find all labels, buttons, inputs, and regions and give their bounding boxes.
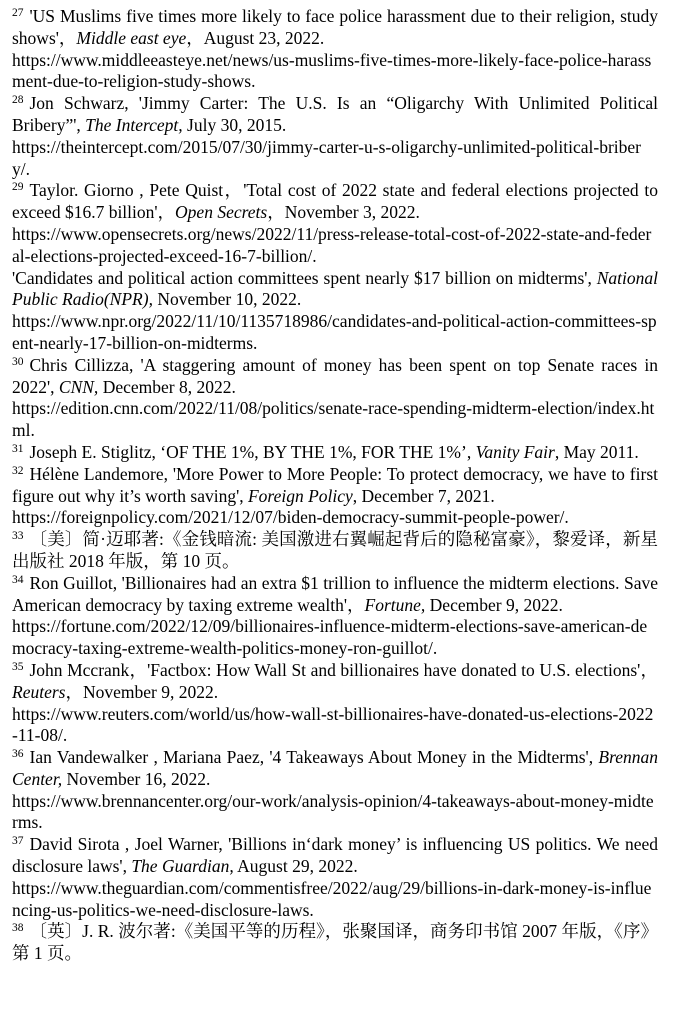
footnote-url-line: [12, 507, 658, 529]
footnote-number: 38: [12, 922, 24, 935]
footnotes-section: [12, 6, 658, 965]
footnote-segment: Ron Guillot, 'Billionaires had an extra $1 trillion to influence the midterm elections. Save American democracy by taxing extreme wealth'，: [12, 572, 658, 615]
footnote-29: [12, 180, 658, 354]
footnote-text-line: [12, 573, 658, 617]
footnote-number: 32: [12, 464, 24, 477]
footnote-url-line: [12, 137, 658, 181]
footnote-32: [12, 464, 658, 529]
footnote-segment: ，November 9, 2022.: [65, 681, 219, 702]
publication-name: Brennan Center,: [12, 747, 658, 789]
footnote-url-line: [12, 398, 658, 442]
footnote-38: [12, 921, 658, 965]
footnote-text-line: [12, 180, 658, 224]
publication-name: The Intercept,: [85, 114, 183, 135]
footnote-segment: 'Candidates and political action committees spent nearly $17 billion on midterms',: [12, 267, 597, 288]
footnote-text-line: [12, 268, 658, 312]
footnote-segment: August 29, 2022.: [233, 856, 358, 877]
footnote-text-line: [12, 529, 658, 573]
footnote-number: 34: [12, 573, 24, 586]
footnote-33: [12, 529, 658, 573]
footnote-segment: ，August 23, 2022.: [186, 27, 325, 48]
footnote-text-line: [12, 660, 658, 704]
footnote-text-line: [12, 747, 658, 791]
publication-name: Vanity Fair: [475, 441, 555, 462]
footnote-url-line: [12, 878, 658, 922]
footnote-30: [12, 355, 658, 442]
footnote-segment: November 10, 2022.: [152, 289, 302, 310]
footnote-segment: 〔英〕J. R. 波尔著:《美国平等的历程》，张聚国译，商务印书馆 2007 年版，《序》第 1 页。: [12, 921, 658, 964]
footnote-segment: Joseph E. Stiglitz, ‘OF THE 1%, BY THE 1%, FOR THE 1%’,: [29, 441, 476, 462]
footnote-segment: https://foreignpolicy.com/2021/12/07/biden-democracy-summit-people-power/.: [12, 507, 569, 528]
footnote-number: 35: [12, 660, 24, 673]
footnote-35: [12, 660, 658, 747]
footnote-segment: Hélène Landemore, 'More Power to More People: To protect democracy, we have to first figure out why it’s worth saving',: [12, 463, 658, 506]
footnote-number: 27: [12, 7, 24, 19]
footnote-segment: https://www.opensecrets.org/news/2022/11/press-release-total-cost-of-2022-state-and-federal-elections-projected-exceed-16-7-billion/.: [12, 223, 652, 266]
footnote-url-line: [12, 704, 658, 748]
footnote-text-line: [12, 6, 658, 50]
footnote-28: [12, 93, 658, 180]
footnote-text-line: [12, 464, 658, 508]
footnote-segment: https://www.brennancenter.org/our-work/analysis-opinion/4-takeaways-about-money-midterms.: [12, 790, 654, 833]
footnote-segment: https://theintercept.com/2015/07/30/jimmy-carter-u-s-oligarchy-unlimited-political-bribery/.: [12, 136, 641, 179]
footnote-segment: Chris Cillizza, 'A staggering amount of money has been spent on top Senate races in 2022',: [12, 354, 658, 397]
footnote-segment: https://www.npr.org/2022/11/10/1135718986/candidates-and-political-action-committees-spent-nearly-17-billion-on-midterms.: [12, 311, 657, 353]
publication-name: Open Secrets: [175, 202, 268, 223]
footnote-segment: https://www.middleeasteye.net/news/us-muslims-five-times-more-likely-face-police-harassment-due-to-religion-study-shows.: [12, 49, 652, 92]
footnote-url-line: [12, 224, 658, 268]
publication-name: Middle east eye: [76, 27, 187, 48]
footnote-31: [12, 442, 658, 464]
footnote-url-line: [12, 311, 658, 355]
publication-name: Reuters: [12, 681, 66, 702]
footnote-segment: https://edition.cnn.com/2022/11/08/politics/senate-race-spending-midterm-election/index.html.: [12, 398, 655, 441]
footnote-segment: , May 2011.: [554, 441, 639, 462]
footnote-segment: 'US Muslims five times more likely to face police harassment due to their religion, study shows'，: [12, 6, 658, 48]
footnote-text-line: [12, 834, 658, 878]
publication-name: The Guardian,: [131, 856, 234, 877]
footnote-text-line: [12, 355, 658, 399]
footnote-text-line: [12, 93, 658, 137]
footnote-text-line: [12, 921, 658, 965]
publication-name: CNN,: [58, 376, 99, 397]
footnote-url-line: [12, 616, 658, 660]
footnote-number: 28: [12, 94, 24, 107]
footnote-segment: Ian Vandewalker , Mariana Paez, '4 Takeaways About Money in the Midterms',: [29, 747, 599, 768]
footnote-37: [12, 834, 658, 921]
publication-name: National Public Radio(NPR),: [12, 267, 658, 310]
footnote-segment: , December 7, 2021.: [352, 485, 495, 506]
footnote-segment: David Sirota , Joel Warner, 'Billions in‘dark money’ is influencing US politics. We need disclosure laws',: [12, 834, 658, 877]
footnote-segment: https://www.reuters.com/world/us/how-wall-st-billionaires-have-donated-us-elections-2022-11-08/.: [12, 703, 654, 746]
footnote-segment: Taylor. Giorno , Pete Quist，'Total cost of 2022 state and federal elections projected to exceed $16.7 billion'，: [12, 180, 658, 223]
footnote-number: 30: [12, 355, 24, 368]
footnote-number: 29: [12, 181, 24, 194]
footnote-segment: Jon Schwarz, 'Jimmy Carter: The U.S. Is an “Oligarchy With Unlimited Political Bribery”',: [12, 93, 658, 135]
footnote-segment: John Mccrank，'Factbox: How Wall St and billionaires have donated to U.S. elections'，: [29, 659, 658, 680]
footnote-27: [12, 6, 658, 93]
footnote-34: [12, 573, 658, 660]
footnote-segment: ，November 3, 2022.: [267, 202, 420, 223]
footnote-text-line: [12, 442, 658, 464]
footnote-number: 36: [12, 748, 24, 761]
footnote-segment: July 30, 2015.: [182, 114, 287, 135]
footnote-number: 31: [12, 442, 24, 455]
footnote-segment: December 8, 2022.: [98, 376, 236, 397]
publication-name: Foreign Policy: [247, 485, 353, 506]
footnote-segment: 〔美〕简·迈耶著:《金钱暗流: 美国激进右翼崛起背后的隐秘富豪》，黎爱译，新星出版社 2018 年版，第 10 页。: [12, 529, 658, 571]
footnote-segment: https://fortune.com/2022/12/09/billionaires-influence-midterm-elections-save-american-democracy-taxing-extreme-wealth-politics-money-ron-guillot/.: [12, 616, 648, 659]
footnote-segment: https://www.theguardian.com/commentisfree/2022/aug/29/billions-in-dark-money-is-influencing-us-politics-we-need-disclosure-laws.: [12, 877, 652, 920]
footnote-number: 33: [12, 530, 24, 543]
footnote-36: [12, 747, 658, 834]
footnote-number: 37: [12, 835, 24, 848]
footnote-segment: December 9, 2022.: [425, 594, 563, 615]
footnote-url-line: [12, 791, 658, 835]
footnote-url-line: [12, 50, 658, 94]
footnote-segment: November 16, 2022.: [62, 768, 211, 789]
publication-name: Fortune,: [364, 594, 426, 615]
